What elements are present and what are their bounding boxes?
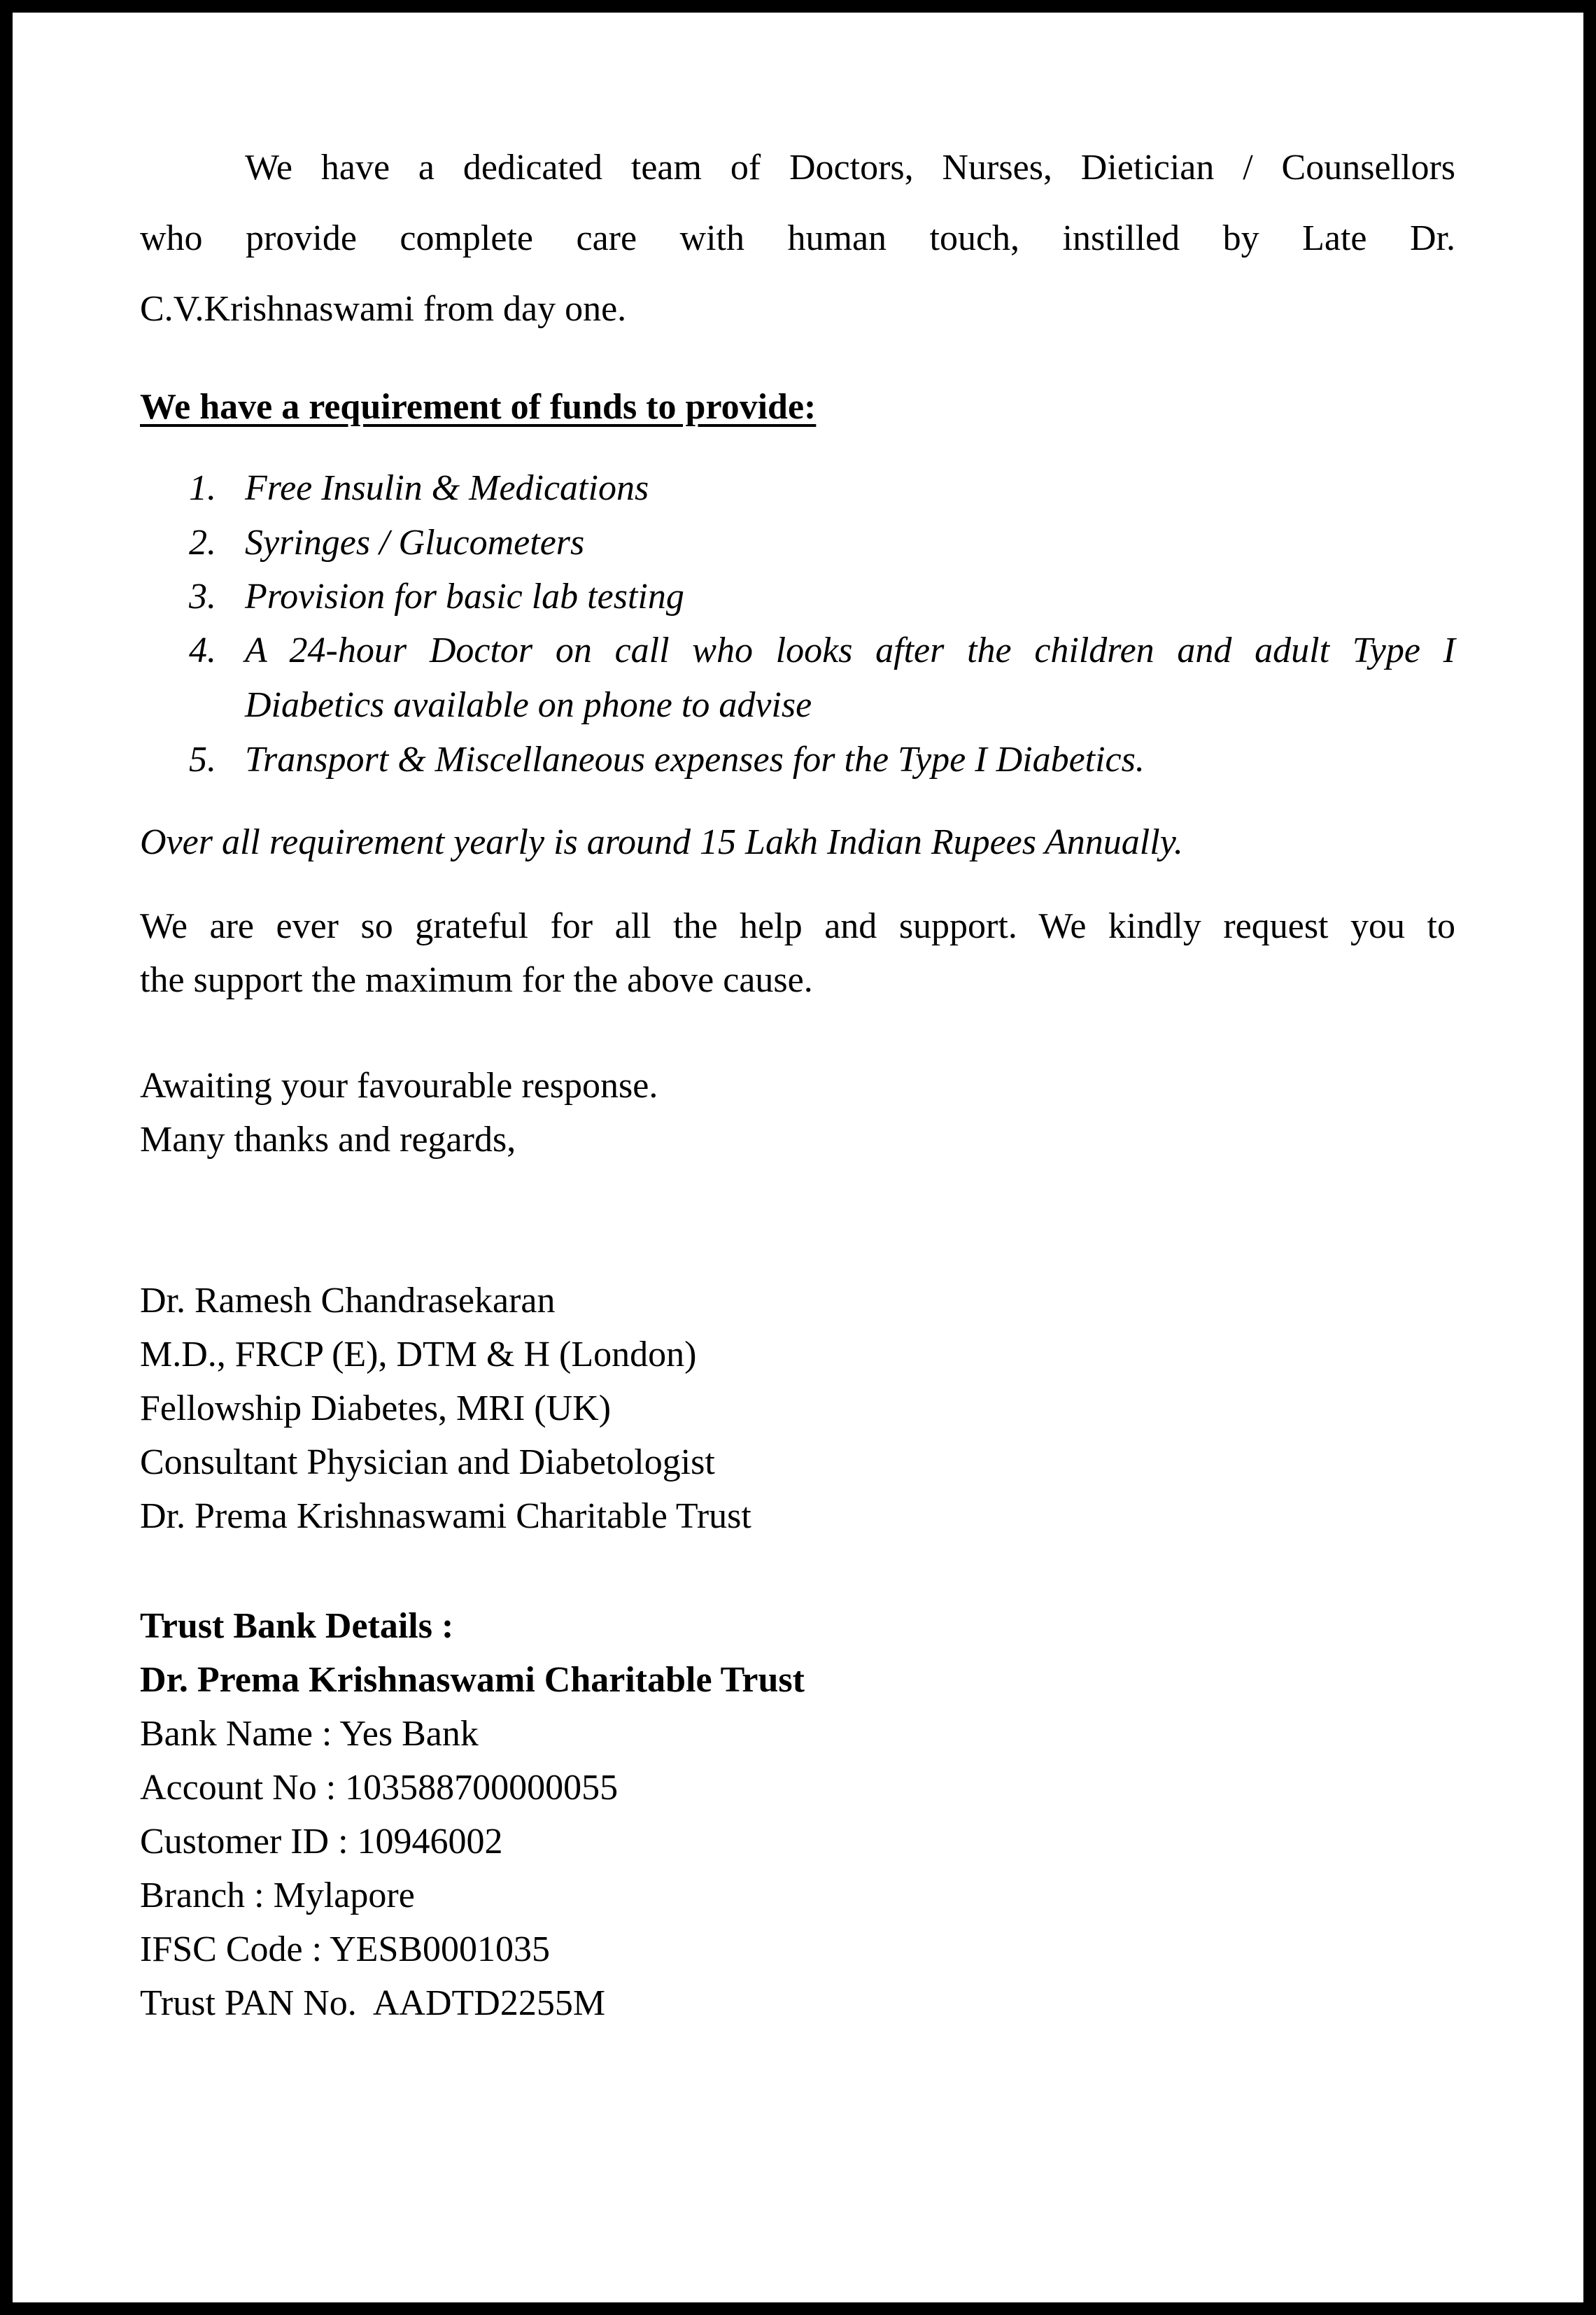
gratitude-line-2: the support the maximum for the above cause.	[140, 960, 813, 1000]
document-page	[13, 13, 1583, 2302]
signature-title: Consultant Physician and Diabetologist	[140, 1442, 715, 1482]
list-text-continuation: Diabetics available on phone to advise	[245, 685, 812, 725]
gratitude-line-1: We are ever so grateful for all the help and support. We kindly request you to	[140, 906, 1455, 946]
list-text: Free Insulin & Medications	[245, 468, 649, 508]
overall-requirement: Over all requirement yearly is around 15 Lakh Indian Rupees Annually.	[140, 822, 1183, 862]
list-text: A 24-hour Doctor on call who looks after the children and adult Type I	[245, 631, 1455, 670]
signature-fellowship: Fellowship Diabetes, MRI (UK)	[140, 1388, 612, 1428]
list-text: Transport & Miscellaneous expenses for the Type I Diabetics.	[245, 740, 1145, 780]
list-text: Syringes / Glucometers	[245, 523, 585, 563]
bank-trust-name: Dr. Prema Krishnaswami Charitable Trust	[140, 1660, 805, 1700]
intro-line-2: who provide complete care with human touch, instilled by Late Dr.	[140, 218, 1455, 258]
bank-ifsc-code: IFSC Code : YESB0001035	[140, 1929, 551, 1969]
signature-qualifications: M.D., FRCP (E), DTM & H (London)	[140, 1335, 697, 1374]
list-text: Provision for basic lab testing	[245, 577, 684, 617]
intro-line-3: C.V.Krishnaswami from day one.	[140, 289, 627, 329]
bank-name: Bank Name : Yes Bank	[140, 1714, 479, 1754]
closing-line-2: Many thanks and regards,	[140, 1120, 516, 1160]
list-number: 4.	[189, 631, 216, 670]
list-number: 1.	[189, 468, 216, 508]
bank-branch: Branch : Mylapore	[140, 1876, 415, 1915]
list-number: 3.	[189, 577, 216, 617]
bank-details-heading: Trust Bank Details :	[140, 1606, 454, 1646]
bank-account-number: Account No : 103588700000055	[140, 1768, 619, 1808]
bank-pan-number: Trust PAN No. AADTD2255M	[140, 1983, 606, 2023]
signature-organization: Dr. Prema Krishnaswami Charitable Trust	[140, 1496, 751, 1536]
bank-customer-id: Customer ID : 10946002	[140, 1822, 503, 1862]
list-number: 5.	[189, 740, 216, 780]
list-number: 2.	[189, 523, 216, 563]
signature-name: Dr. Ramesh Chandrasekaran	[140, 1281, 556, 1321]
intro-line-1: We have a dedicated team of Doctors, Nurses, Dietician / Counsellors	[245, 148, 1455, 188]
requirements-heading: We have a requirement of funds to provide:	[140, 387, 817, 427]
closing-line-1: Awaiting your favourable response.	[140, 1066, 658, 1106]
